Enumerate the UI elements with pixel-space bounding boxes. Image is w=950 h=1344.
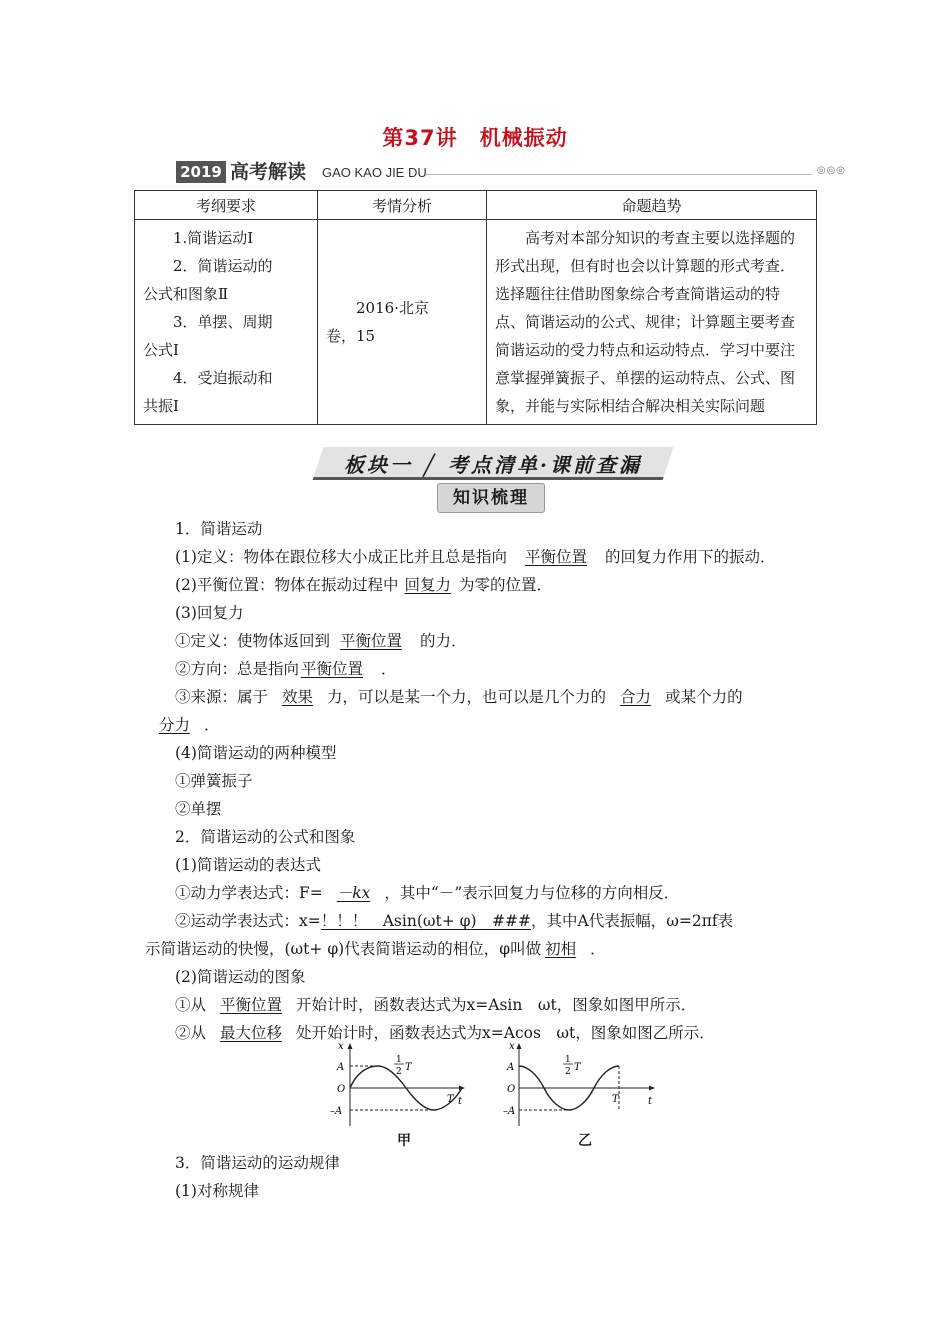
- exam-banner: [176, 160, 848, 184]
- analysis-cell: 2016·北京 卷，15: [318, 220, 487, 425]
- svg-text:O: O: [507, 1084, 516, 1095]
- svg-text:A: A: [507, 1062, 515, 1073]
- svg-text:t: t: [648, 1096, 653, 1107]
- svg-text:A: A: [337, 1062, 345, 1073]
- banner-pinyin: GAO KAO JIE DU: [322, 165, 427, 180]
- text-line: ①从 平衡位置 开始计时，函数表达式为x=Asin ωt，图象如图甲所示．: [175, 996, 697, 1014]
- text-line: (1)对称规律: [175, 1182, 259, 1200]
- svg-text:–A: –A: [330, 1106, 343, 1117]
- banner-label: 高考解读: [230, 161, 307, 183]
- table-header: 考纲要求: [135, 191, 318, 220]
- text-line: 示简谐运动的快慢，(ωt+ φ)代表简谐运动的相位，φ叫做 初相 ．: [145, 940, 606, 958]
- text-line: (1)简谐运动的表达式: [175, 856, 321, 874]
- banner-dots-icon: ◎◎◎: [816, 165, 846, 176]
- cosine-graph: [503, 1040, 658, 1130]
- trend-cell: 高考对本部分知识的考查主要以选择题的形式出现，但有时也会以计算题的形式考查．选择题往往借助图象综合考查简谐运动的特点、简谐运动的公式、规律；计算题主要考查简谐运动的受力特点和运动特点．学习中要注意掌握弹簧振子、单摆的运动特点、公式、图象，并能与实际相结合解决相关实际问题: [487, 220, 817, 425]
- svg-text:T: T: [574, 1062, 581, 1073]
- svg-text:x: x: [509, 1041, 515, 1052]
- table-header: 考情分析: [318, 191, 487, 220]
- text-line: ②方向：总是指向 平衡位置 ．: [175, 660, 397, 678]
- text-line: (3)回复力: [175, 604, 244, 622]
- page-title: 第37讲 机械振动: [382, 126, 568, 150]
- text-line: ③来源：属于 效果 力，可以是某一个力，也可以是几个力的 合力 或某个力的: [175, 688, 743, 706]
- text-line: ②从 最大位移 处开始计时，函数表达式为x=Acos ωt，图象如图乙所示．: [175, 1024, 715, 1042]
- svg-text:O: O: [337, 1084, 346, 1095]
- graph-caption-jia: 甲: [397, 1133, 411, 1149]
- sine-graph: [328, 1040, 468, 1130]
- svg-text:1: 1: [396, 1055, 402, 1065]
- table-header: 命题趋势: [487, 191, 817, 220]
- section-subtitle: 知识梳理: [437, 483, 545, 513]
- text-line: ①动力学表达式：F= －kx ，其中“－”表示回复力与位移的方向相反．: [175, 884, 680, 902]
- banner-rule: [426, 174, 812, 175]
- svg-text:1: 1: [565, 1055, 571, 1065]
- svg-text:T: T: [405, 1062, 412, 1073]
- text-line: (1)定义：物体在跟位移大小成正比并且总是指向 平衡位置 的回复力作用下的振动．: [175, 548, 776, 566]
- section-bar-title: 板块一 ╱ 考点清单·课前查漏: [344, 453, 642, 477]
- section-bar: [318, 447, 668, 481]
- heading-3: 3．简谐运动的运动规律: [175, 1154, 340, 1172]
- heading-2: 2．简谐运动的公式和图象: [175, 828, 356, 846]
- svg-text:T: T: [612, 1094, 619, 1105]
- banner-year: 2019: [176, 161, 226, 183]
- heading-1: 1．简谐运动: [175, 520, 263, 538]
- text-line: ②运动学表达式：x=！！！ Asin(ωt+ φ) ###，其中A代表振幅，ω=2πf表: [175, 912, 734, 930]
- svg-text:t: t: [458, 1096, 463, 1107]
- text-line: ①弹簧振子: [175, 772, 253, 790]
- svg-text:2: 2: [396, 1067, 402, 1077]
- svg-text:2: 2: [565, 1067, 571, 1077]
- text-line: (2)简谐运动的图象: [175, 968, 306, 986]
- svg-text:x: x: [338, 1041, 344, 1052]
- svg-text:–A: –A: [503, 1106, 516, 1117]
- text-line: ①定义：使物体返回到 平衡位置 的力．: [175, 632, 467, 650]
- svg-text:T: T: [447, 1094, 454, 1105]
- text-line: 分力 ．: [159, 716, 220, 734]
- text-line: ②单摆: [175, 800, 222, 818]
- text-line: (2)平衡位置：物体在振动过程中 回复力 为零的位置．: [175, 576, 552, 594]
- requirements-cell: 1.简谐运动Ⅰ 2．简谐运动的 公式和图象Ⅱ 3．单摆、周期 公式Ⅰ 4．受迫振动和 共振Ⅰ: [135, 220, 318, 425]
- graph-caption-yi: 乙: [578, 1133, 592, 1149]
- text-line: (4)简谐运动的两种模型: [175, 744, 337, 762]
- exam-table: [134, 190, 817, 425]
